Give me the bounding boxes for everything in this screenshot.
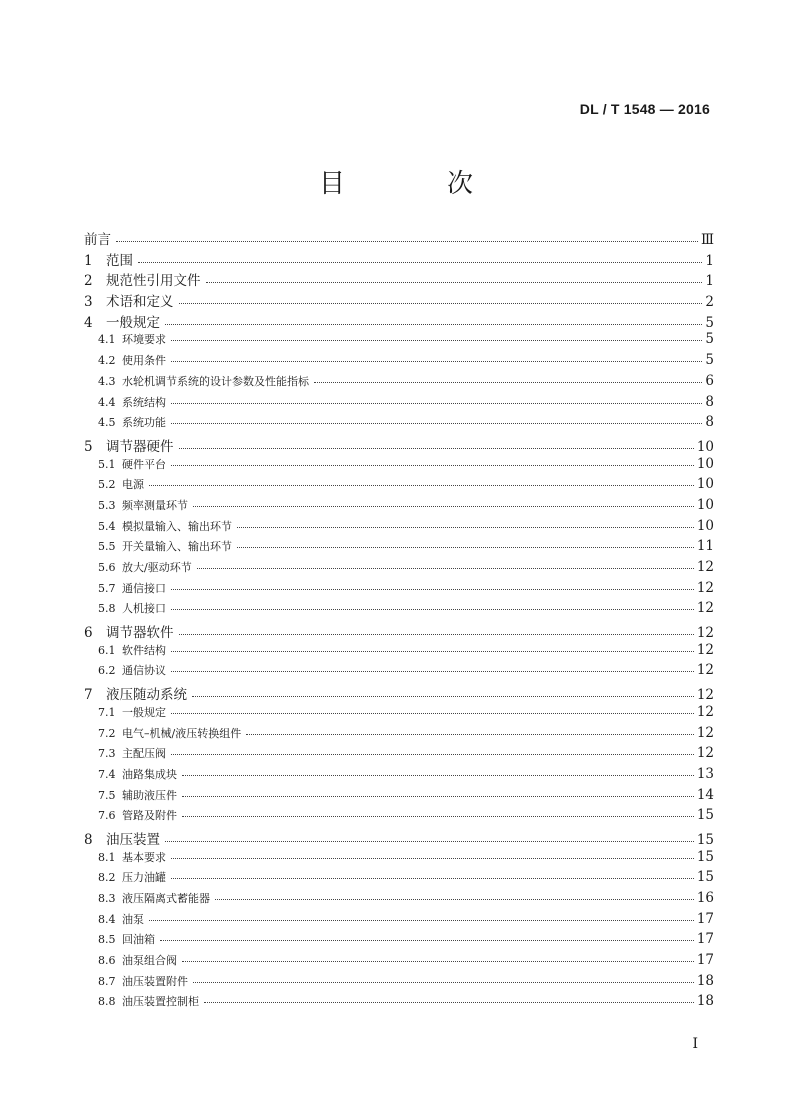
toc-entry <box>84 311 714 332</box>
dot-leader <box>197 568 694 569</box>
toc-subentry <box>84 869 714 890</box>
dot-leader <box>182 775 694 776</box>
toc-entry-label: 使用条件 <box>122 354 166 368</box>
toc-entry-number: 1 <box>84 252 93 269</box>
toc-entry-number: 5.4 <box>98 519 116 533</box>
toc-entry-number: 8.3 <box>98 892 116 905</box>
dot-leader <box>171 671 694 672</box>
toc-entry-number: 7.5 <box>98 788 116 802</box>
toc-entry-page: 12 <box>696 641 714 658</box>
toc-entry-label: 主配压阀 <box>122 747 166 761</box>
toc-entry-page: 5 <box>705 331 714 348</box>
toc-entry-label: 硬件平台 <box>122 457 166 471</box>
toc-entry-label: 油泵 <box>122 912 144 926</box>
dot-leader <box>138 262 702 263</box>
toc-entry-page: 17 <box>696 910 714 927</box>
toc-subentry <box>84 373 714 394</box>
toc-entry-number: 8.7 <box>98 974 116 988</box>
toc-entry-page: 12 <box>696 687 714 704</box>
dot-leader <box>182 961 694 962</box>
toc-subentry <box>84 456 714 477</box>
toc-entry-number: 8.4 <box>98 912 116 926</box>
toc-entry-number: 4.3 <box>98 374 116 388</box>
toc-subentry <box>84 559 714 580</box>
toc-entry-label: 人机接口 <box>122 602 166 616</box>
dot-leader <box>182 816 694 817</box>
toc-subentry <box>84 849 714 870</box>
toc-entry-label: 开关量输入、输出环节 <box>122 540 232 554</box>
dot-leader <box>171 423 702 424</box>
toc-entry-number: 8.8 <box>98 995 116 1009</box>
toc-entry-label: 油泵组合阀 <box>122 954 177 968</box>
toc-subentry <box>84 890 714 911</box>
toc-entry-number: 5.7 <box>98 581 116 595</box>
toc-entry-label: 规范性引用文件 <box>106 273 201 290</box>
dot-leader <box>246 734 694 735</box>
toc-entry-number: 5 <box>84 438 93 455</box>
dot-leader <box>206 282 703 283</box>
toc-entry-page: 8 <box>705 393 714 410</box>
dot-leader <box>171 713 694 714</box>
dot-leader <box>165 841 694 842</box>
toc-subentry <box>84 704 714 725</box>
toc-entry-number: 7.2 <box>98 726 116 740</box>
dot-leader <box>179 303 703 304</box>
toc-subentry <box>84 931 714 952</box>
document-code-header: DL / T 1548 — 2016 <box>579 101 710 117</box>
dot-leader <box>192 696 694 697</box>
toc-entry-label: 水轮机调节系统的设计参数及性能指标 <box>122 374 309 388</box>
dot-leader <box>237 527 694 528</box>
toc-subentry <box>84 993 714 1014</box>
toc-entry-page: 12 <box>696 662 714 679</box>
toc-entry-page: 17 <box>696 931 714 948</box>
toc-entry-page: 12 <box>696 559 714 575</box>
toc-entry-page: Ⅲ <box>700 232 714 248</box>
toc-entry-page: 13 <box>696 765 714 782</box>
toc-entry-number: 4.1 <box>98 333 116 347</box>
toc-entry <box>84 621 714 642</box>
toc-subentry <box>84 973 714 994</box>
dot-leader <box>171 754 694 755</box>
dot-leader <box>237 547 694 548</box>
toc-entry-label: 油压装置控制柜 <box>122 995 199 1009</box>
toc-entry-page: 18 <box>696 993 714 1010</box>
toc-subentry <box>84 331 714 352</box>
dot-leader <box>179 634 694 635</box>
toc-subentry <box>84 807 714 828</box>
toc-entry-number: 7.6 <box>98 809 116 823</box>
toc-entry-number: 5.1 <box>98 457 116 471</box>
toc-entry-page: 5 <box>705 352 714 369</box>
toc-entry-page: 16 <box>696 890 714 906</box>
toc-entry <box>84 435 714 456</box>
toc-entry-label: 系统结构 <box>122 395 166 409</box>
toc-subentry <box>84 911 714 932</box>
toc-entry-number: 3 <box>84 294 93 311</box>
toc-entry-number: 5.2 <box>98 478 116 492</box>
toc-entry-label: 环境要求 <box>122 333 166 347</box>
toc-entry-page: 14 <box>696 786 714 803</box>
toc-entry-number: 2 <box>84 273 93 290</box>
toc-entry-label: 液压随动系统 <box>106 687 187 704</box>
toc-entry <box>84 249 714 270</box>
dot-leader <box>165 324 702 325</box>
toc-subentry <box>84 952 714 973</box>
toc-subentry <box>84 476 714 497</box>
toc-entry-page: 10 <box>696 496 714 513</box>
page-title: 目 次 <box>318 169 511 199</box>
toc-entry-number: 8.5 <box>98 933 116 947</box>
toc-entry-label: 液压隔离式蓄能器 <box>122 892 210 905</box>
dot-leader <box>204 1002 694 1003</box>
toc-entry-label: 前言 <box>84 232 111 248</box>
toc-entry-page: 1 <box>705 252 714 269</box>
dot-leader <box>179 448 694 449</box>
toc-entry-label: 一般规定 <box>122 705 166 719</box>
toc-entry-number: 5.5 <box>98 540 116 554</box>
toc-entry <box>84 828 714 849</box>
toc-entry-number: 7.4 <box>98 767 116 781</box>
toc-subentry <box>84 725 714 746</box>
toc-entry-label: 软件结构 <box>122 643 166 657</box>
toc-subentry <box>84 766 714 787</box>
toc-entry-label: 放大/驱动环节 <box>122 561 192 574</box>
dot-leader <box>149 485 694 486</box>
toc-entry-page: 15 <box>696 831 714 848</box>
toc-entry-number: 4.4 <box>98 395 116 409</box>
toc-entry-number: 5.8 <box>98 602 116 616</box>
toc-entry-label: 基本要求 <box>122 850 166 864</box>
toc-entry-page: 12 <box>696 703 714 720</box>
toc-entry <box>84 683 714 704</box>
toc-entry-label: 调节器硬件 <box>106 438 174 455</box>
toc-entry-label: 调节器软件 <box>106 625 174 642</box>
toc-entry-page: 12 <box>696 625 714 642</box>
toc-subentry <box>84 787 714 808</box>
toc-entry-number: 7 <box>84 687 93 704</box>
toc-entry-page: 11 <box>696 538 714 555</box>
toc-subentry <box>84 642 714 663</box>
toc-entry-number: 5.3 <box>98 498 116 512</box>
dot-leader <box>171 465 694 466</box>
toc-entry-number: 7.3 <box>98 747 116 761</box>
toc-entry-label: 回油箱 <box>122 933 155 947</box>
dot-leader <box>171 340 702 341</box>
toc-entry-label: 电源 <box>122 478 144 492</box>
toc-subentry <box>84 497 714 518</box>
toc-subentry <box>84 538 714 559</box>
toc-subentry <box>84 518 714 539</box>
toc-subentry <box>84 662 714 683</box>
toc-subentry <box>84 352 714 373</box>
toc-entry-number: 8.6 <box>98 954 116 968</box>
toc-entry-number: 8.1 <box>98 850 116 864</box>
toc-entry-label: 系统功能 <box>122 416 166 430</box>
dot-leader <box>171 403 702 404</box>
dot-leader <box>171 609 694 610</box>
toc-entry <box>84 269 714 290</box>
toc-entry-label: 术语和定义 <box>106 294 174 311</box>
toc-entry-page: 15 <box>696 807 714 824</box>
toc-entry-page: 15 <box>696 869 714 886</box>
toc-entry-number: 8 <box>84 831 93 848</box>
toc-entry-page: 17 <box>696 952 714 969</box>
dot-leader <box>193 982 694 983</box>
toc-entry-page: 15 <box>696 848 714 865</box>
toc-entry-label: 油压装置 <box>106 831 160 848</box>
toc-entry-label: 范围 <box>106 252 133 269</box>
toc-entry-label: 电气–机械/液压转换组件 <box>122 726 242 740</box>
dot-leader <box>171 651 694 652</box>
toc-entry-page: 12 <box>696 579 714 596</box>
dot-leader <box>149 920 694 921</box>
dot-leader <box>160 940 694 941</box>
toc-entry-page: 12 <box>696 745 714 762</box>
toc-entry-number: 4.2 <box>98 354 116 368</box>
toc-subentry <box>84 745 714 766</box>
toc-entry-label: 通信协议 <box>122 664 166 678</box>
toc-entry-label: 一般规定 <box>106 314 160 331</box>
toc-entry-page: 10 <box>696 438 714 455</box>
toc-entry-label: 油路集成块 <box>122 767 177 781</box>
dot-leader <box>171 858 694 859</box>
dot-leader <box>215 899 694 900</box>
toc-entry-label: 辅助液压件 <box>122 788 177 802</box>
toc-entry-label: 油压装置附件 <box>122 974 188 988</box>
toc-entry-label: 模拟量输入、输出环节 <box>122 519 232 533</box>
toc-entry-number: 6.2 <box>98 664 116 678</box>
toc-entry-number: 6 <box>84 625 93 642</box>
toc-entry-label: 通信接口 <box>122 581 166 595</box>
dot-leader <box>171 878 694 879</box>
toc-entry-number: 4 <box>84 314 93 331</box>
toc-entry-page: 1 <box>705 273 714 290</box>
toc-entry-number: 6.1 <box>98 643 116 657</box>
dot-leader <box>171 361 702 362</box>
toc-entry-page: 5 <box>705 314 714 331</box>
toc-entry-page: 2 <box>705 294 714 311</box>
toc-entry-number: 5.6 <box>98 561 116 574</box>
toc-subentry <box>84 394 714 415</box>
toc-entry-label: 频率测量环节 <box>122 498 188 512</box>
toc-subentry <box>84 414 714 435</box>
toc-entry-page: 12 <box>696 724 714 741</box>
toc-entry-label: 压力油罐 <box>122 871 166 885</box>
toc-entry-label: 管路及附件 <box>122 809 177 823</box>
dot-leader <box>314 382 702 383</box>
toc-entry-number: 7.1 <box>98 705 116 719</box>
toc-entry-page: 10 <box>696 476 714 493</box>
dot-leader <box>193 506 694 507</box>
toc-entry-page: 6 <box>705 372 714 389</box>
table-of-contents <box>84 228 714 1014</box>
toc-subentry <box>84 600 714 621</box>
page-number: I <box>692 1036 698 1052</box>
dot-leader <box>182 796 694 797</box>
dot-leader <box>171 589 694 590</box>
toc-entry <box>84 290 714 311</box>
toc-subentry <box>84 580 714 601</box>
toc-entry-page: 12 <box>696 600 714 617</box>
toc-entry-number: 8.2 <box>98 871 116 885</box>
toc-entry-page: 18 <box>696 972 714 989</box>
dot-leader <box>116 241 698 242</box>
toc-entry <box>84 228 714 249</box>
toc-entry-page: 10 <box>696 517 714 534</box>
toc-entry-page: 8 <box>705 414 714 431</box>
toc-entry-number: 4.5 <box>98 416 116 430</box>
toc-entry-page: 10 <box>696 455 714 472</box>
